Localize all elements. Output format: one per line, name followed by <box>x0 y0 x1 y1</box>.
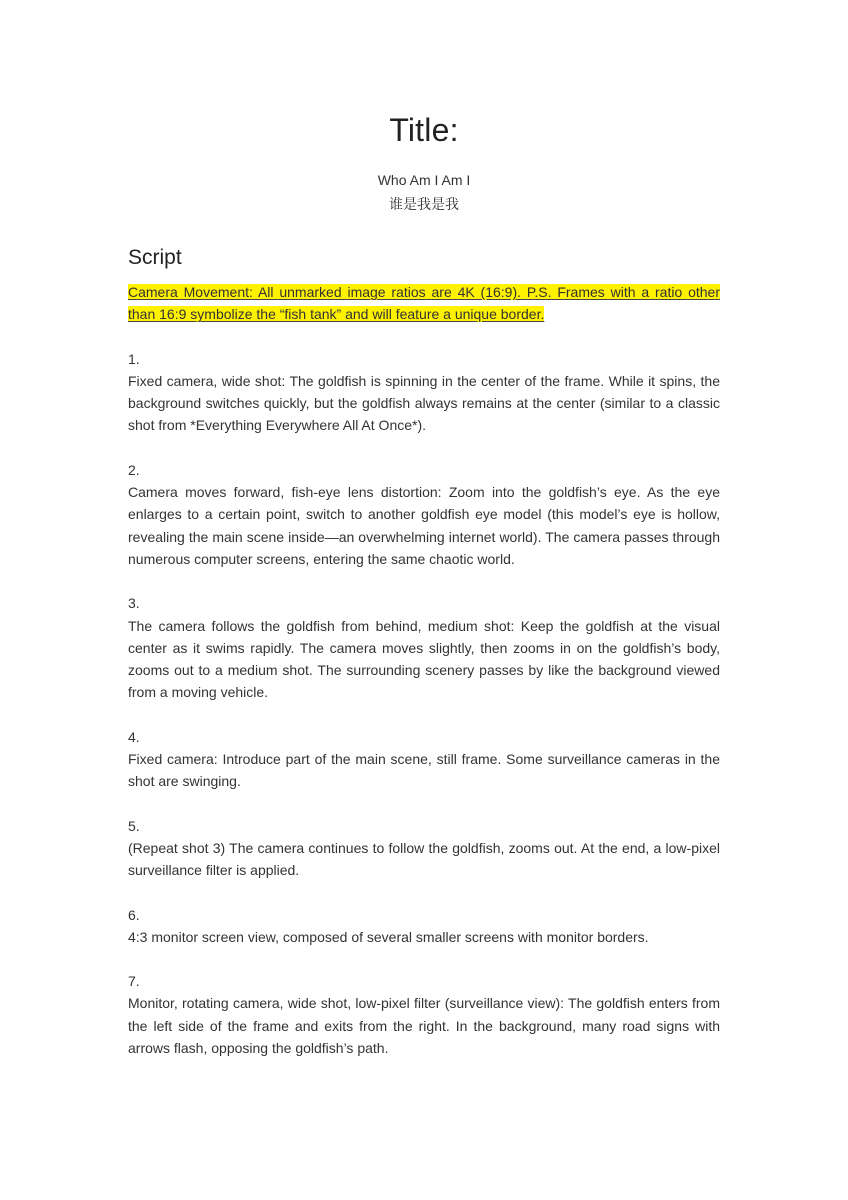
camera-movement-note-text: Camera Movement: All unmarked image ratios are 4K (16:9). P.S. Frames with a ratio other than 16:9 symbolize the “fish tank” and will feature a unique border. <box>128 284 720 323</box>
shot-number: 1. <box>128 350 140 367</box>
shot-item <box>128 459 720 570</box>
shot-item <box>128 592 720 703</box>
shot-number: 6. <box>128 906 140 923</box>
shot-description: Fixed camera: Introduce part of the main scene, still frame. Some surveillance cameras in the shot are swinging. <box>128 751 720 790</box>
subtitle-english: Who Am I Am I <box>377 172 471 188</box>
shot-description: Camera moves forward, fish-eye lens distortion: Zoom into the goldfish’s eye. As the eye enlarges to a certain point, switch to another goldfish eye model (this model’s eye is hollow, revealing the main scene inside—an overwhelming internet world). The camera passes through numerous computer screens, entering the same chaotic world. <box>128 484 720 567</box>
shot-number: 7. <box>128 973 140 990</box>
shot-description: (Repeat shot 3) The camera continues to follow the goldfish, zooms out. At the end, a low-pixel surveillance filter is applied. <box>128 839 720 879</box>
shot-number: 5. <box>128 817 140 834</box>
camera-movement-note <box>128 281 720 326</box>
shot-description: 4:3 monitor screen view, composed of several smaller screens with monitor borders. <box>128 928 649 945</box>
shot-number: 2. <box>128 461 140 478</box>
shot-number: 4. <box>128 728 140 745</box>
shot-description: Fixed camera, wide shot: The goldfish is spinning in the center of the frame. While it spins, the background switches quickly, but the goldfish always remains at the center (similar to a classic shot from *Everything Everywhere All At Once*). <box>128 372 720 434</box>
shot-description: Monitor, rotating camera, wide shot, low-pixel filter (surveillance view): The goldfish enters from the left side of the frame and exits from the right. In the background, many road signs with arrows flash, opposing the goldfish’s path. <box>128 995 720 1057</box>
script-content <box>128 281 720 1059</box>
shot-number: 3. <box>128 595 140 612</box>
shot-item <box>128 348 720 437</box>
shot-item <box>128 726 720 793</box>
shot-item <box>128 815 720 882</box>
subtitle-chinese: 谁是我是我 <box>389 196 459 212</box>
shot-description: The camera follows the goldfish from behind, medium shot: Keep the goldfish at the visual center as it swims rapidly. The camera moves slightly, then zooms in on the goldfish’s body, zooms out to a medium shot. The surrounding scenery passes by like the background viewed from a moving vehicle. <box>128 617 720 701</box>
document-title: Title: <box>389 112 459 148</box>
shot-item <box>128 904 720 949</box>
shot-item <box>128 970 720 1059</box>
section-heading: Script <box>128 246 182 269</box>
